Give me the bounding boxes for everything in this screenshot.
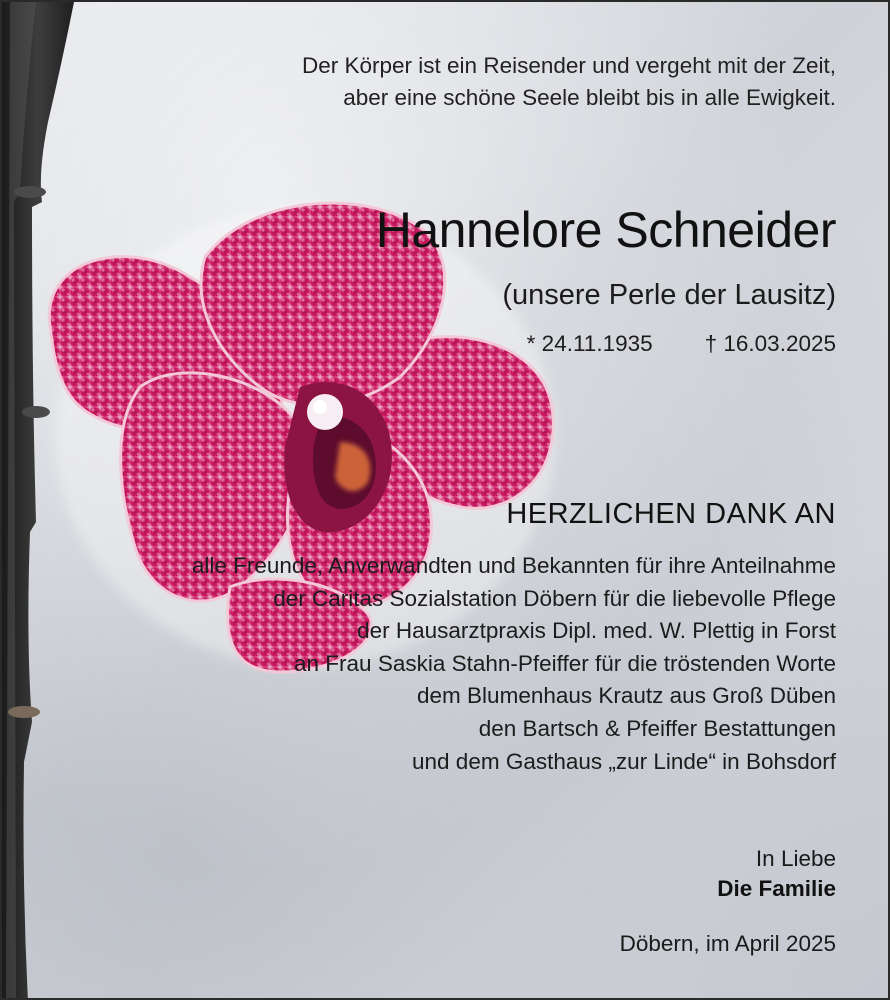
closing-in-love: In Liebe — [755, 846, 836, 871]
thanks-item: den Bartsch & Pfeiffer Bestattungen — [478, 715, 836, 741]
thanks-item: der Caritas Sozialstation Döbern für die liebevolle Pflege — [273, 585, 836, 611]
thanks-item: der Hausarztpraxis Dipl. med. W. Plettig in Forst — [357, 618, 836, 644]
place-date: Döbern, im April 2025 — [619, 931, 836, 956]
deceased-name: Hannelore Schneider — [375, 202, 836, 258]
thanks-heading: HERZLICHEN DANK AN — [506, 498, 836, 530]
memorial-quote — [302, 50, 836, 114]
thanks-item: dem Blumenhaus Krautz aus Groß Düben — [417, 683, 836, 709]
birth-date: * 24.11.1935 — [526, 331, 653, 356]
thanks-list — [192, 550, 836, 778]
closing-family: Die Familie — [717, 876, 836, 901]
quote-line-2: aber eine schöne Seele bleibt bis in alle Ewigkeit. — [343, 85, 836, 110]
thanks-item: und dem Gasthaus „zur Linde“ in Bohsdorf — [412, 748, 836, 774]
deceased-nickname: (unsere Perle der Lausitz) — [502, 279, 836, 311]
death-date: † 16.03.2025 — [704, 331, 836, 356]
thanks-item: an Frau Saskia Stahn-Pfeiffer für die tröstenden Worte — [294, 650, 836, 676]
quote-line-1: Der Körper ist ein Reisender und vergeht mit der Zeit, — [302, 53, 836, 78]
life-dates — [527, 330, 836, 358]
thanks-item: alle Freunde, Anverwandten und Bekannten für ihre Anteilnahme — [191, 553, 836, 578]
